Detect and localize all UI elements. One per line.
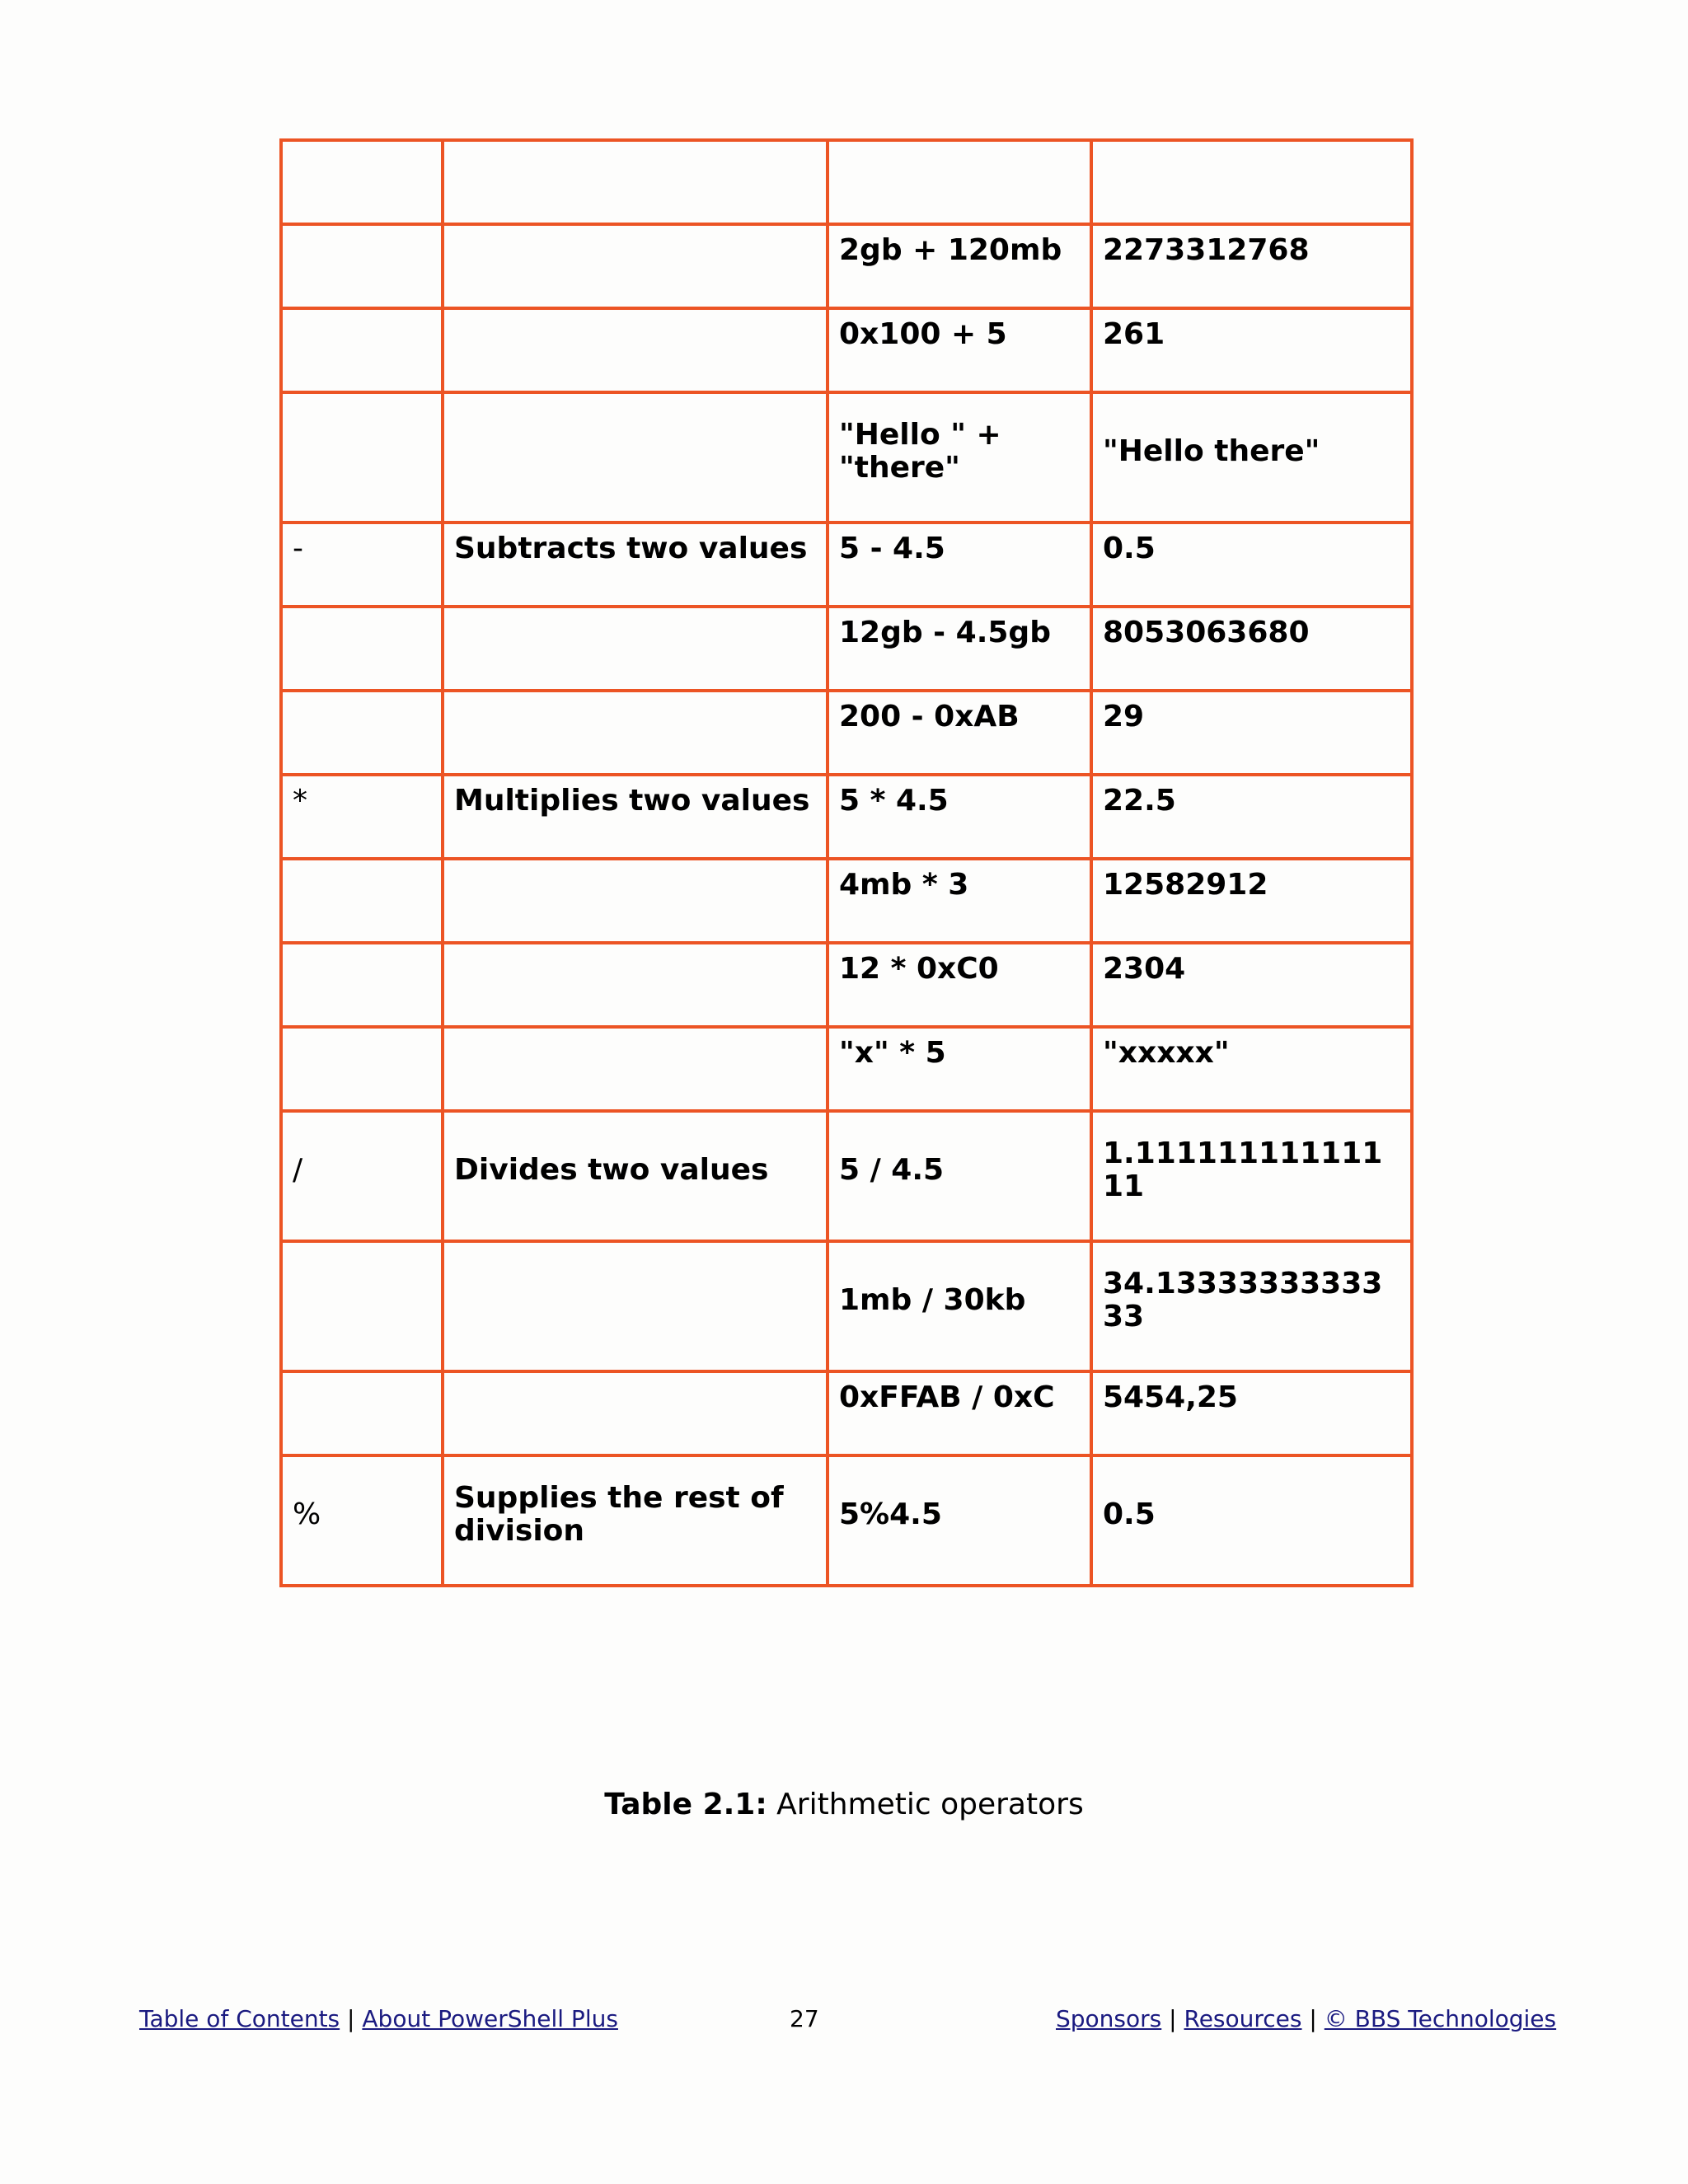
example-cell: 12 * 0xC0 xyxy=(828,943,1091,1027)
table-row xyxy=(281,224,1412,308)
example-cell: 5 - 4.5 xyxy=(828,523,1091,607)
description-cell: Supplies the rest of division xyxy=(443,1455,828,1586)
example-cell xyxy=(828,140,1091,224)
footer-separator: | xyxy=(347,2005,355,2032)
example-cell: 2gb + 120mb xyxy=(828,224,1091,308)
operator-cell xyxy=(281,1241,443,1371)
result-cell: 0.5 xyxy=(1091,1455,1412,1586)
operator-cell xyxy=(281,1027,443,1111)
example-cell: 4mb * 3 xyxy=(828,859,1091,943)
operator-cell xyxy=(281,392,443,523)
table-row xyxy=(281,1455,1412,1586)
table-row xyxy=(281,1371,1412,1455)
operator-cell xyxy=(281,859,443,943)
footer-separator: | xyxy=(1309,2005,1317,2032)
caption-label: Table 2.1: xyxy=(604,1788,767,1821)
example-cell: 12gb - 4.5gb xyxy=(828,607,1091,691)
footer-left-links xyxy=(139,2004,618,2034)
result-cell: 2273312768 xyxy=(1091,224,1412,308)
result-cell: 261 xyxy=(1091,308,1412,392)
description-cell xyxy=(443,1241,828,1371)
operator-cell: % xyxy=(281,1455,443,1586)
example-cell: 0xFFAB / 0xC xyxy=(828,1371,1091,1455)
operator-cell xyxy=(281,607,443,691)
example-cell: 1mb / 30kb xyxy=(828,1241,1091,1371)
footer-right-links xyxy=(1056,2004,1556,2034)
example-cell: 200 - 0xAB xyxy=(828,691,1091,775)
example-cell: 5%4.5 xyxy=(828,1455,1091,1586)
table-row xyxy=(281,308,1412,392)
description-cell: Divides two values xyxy=(443,1111,828,1241)
resources-link[interactable]: Resources xyxy=(1184,2005,1302,2032)
example-cell: 5 * 4.5 xyxy=(828,775,1091,859)
table-row xyxy=(281,1027,1412,1111)
example-cell: "Hello " + "there" xyxy=(828,392,1091,523)
description-cell: Multiplies two values xyxy=(443,775,828,859)
example-cell: 0x100 + 5 xyxy=(828,308,1091,392)
description-cell xyxy=(443,308,828,392)
description-cell: Subtracts two values xyxy=(443,523,828,607)
result-cell: 2304 xyxy=(1091,943,1412,1027)
operator-cell xyxy=(281,943,443,1027)
description-cell xyxy=(443,1371,828,1455)
example-cell: "x" * 5 xyxy=(828,1027,1091,1111)
table-row xyxy=(281,691,1412,775)
operator-cell xyxy=(281,140,443,224)
table-row xyxy=(281,607,1412,691)
bbs-technologies-link[interactable]: © BBS Technologies xyxy=(1324,2005,1557,2032)
result-cell xyxy=(1091,140,1412,224)
caption-text: Arithmetic operators xyxy=(767,1788,1084,1821)
sponsors-link[interactable]: Sponsors xyxy=(1056,2005,1162,2032)
table-row xyxy=(281,1241,1412,1371)
result-cell: 0.5 xyxy=(1091,523,1412,607)
operator-cell: * xyxy=(281,775,443,859)
result-cell: "xxxxx" xyxy=(1091,1027,1412,1111)
table-caption xyxy=(0,1787,1688,1823)
table-row xyxy=(281,775,1412,859)
result-cell: 29 xyxy=(1091,691,1412,775)
page-number: 27 xyxy=(790,2005,819,2032)
table-row xyxy=(281,943,1412,1027)
operator-cell xyxy=(281,691,443,775)
operator-cell xyxy=(281,224,443,308)
result-cell: 1.11111111111111 xyxy=(1091,1111,1412,1241)
description-cell xyxy=(443,607,828,691)
result-cell: "Hello there" xyxy=(1091,392,1412,523)
arithmetic-operators-table xyxy=(279,138,1414,1587)
operator-cell: - xyxy=(281,523,443,607)
table-row xyxy=(281,140,1412,224)
table-row xyxy=(281,523,1412,607)
example-cell: 5 / 4.5 xyxy=(828,1111,1091,1241)
result-cell: 5454,25 xyxy=(1091,1371,1412,1455)
footer-separator: | xyxy=(1169,2005,1177,2032)
description-cell xyxy=(443,1027,828,1111)
table-of-contents-link[interactable]: Table of Contents xyxy=(139,2005,340,2032)
operator-cell xyxy=(281,1371,443,1455)
description-cell xyxy=(443,859,828,943)
result-cell: 34.1333333333333 xyxy=(1091,1241,1412,1371)
description-cell xyxy=(443,392,828,523)
operator-cell xyxy=(281,308,443,392)
table-row xyxy=(281,859,1412,943)
table-row xyxy=(281,392,1412,523)
about-powershell-plus-link[interactable]: About PowerShell Plus xyxy=(362,2005,618,2032)
result-cell: 12582912 xyxy=(1091,859,1412,943)
description-cell xyxy=(443,943,828,1027)
description-cell xyxy=(443,224,828,308)
operator-cell: / xyxy=(281,1111,443,1241)
description-cell xyxy=(443,691,828,775)
description-cell xyxy=(443,140,828,224)
result-cell: 22.5 xyxy=(1091,775,1412,859)
result-cell: 8053063680 xyxy=(1091,607,1412,691)
table-row xyxy=(281,1111,1412,1241)
